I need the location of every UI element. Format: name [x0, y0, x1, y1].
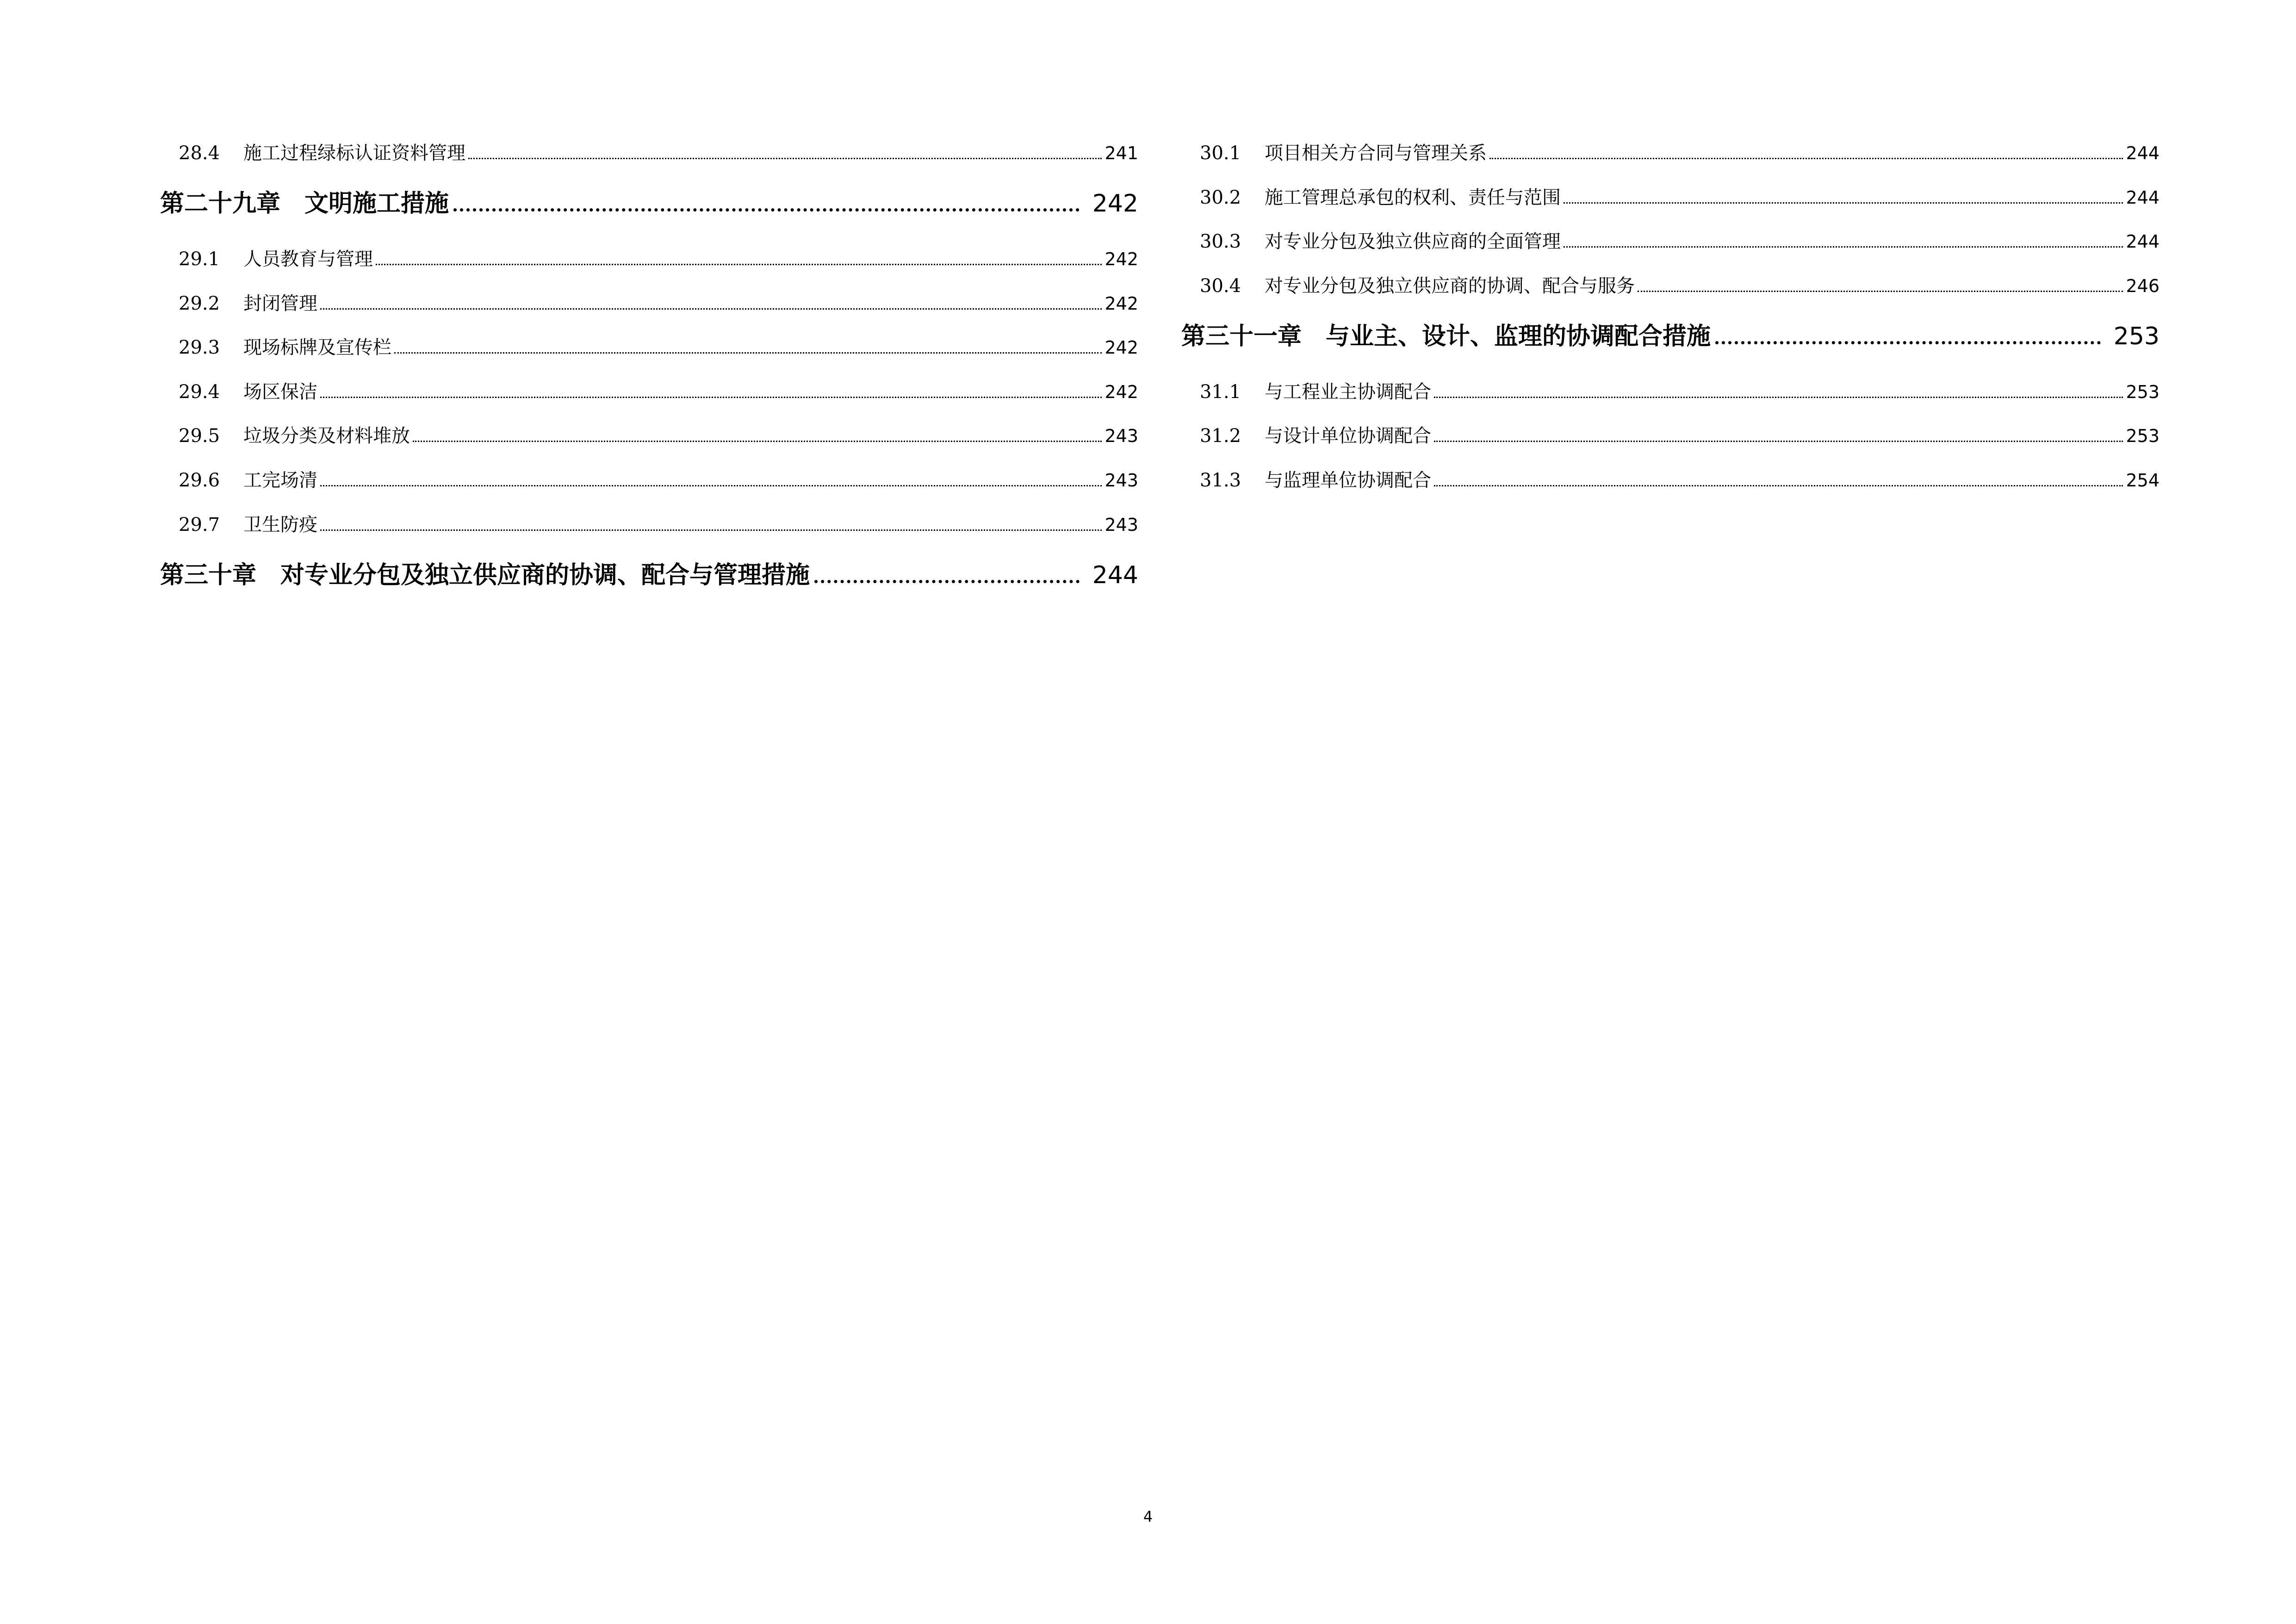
toc-entry-title: 对专业分包及独立供应商的协调、配合与服务: [1265, 275, 1635, 297]
toc-entry-page: 244: [2126, 143, 2159, 163]
dot-leader: [320, 294, 1102, 310]
toc-entry-title: 施工过程绿标认证资料管理: [243, 143, 465, 164]
dot-leader: [468, 144, 1102, 159]
dot-leader: [1434, 471, 2123, 486]
toc-entry-number: 28.4: [179, 143, 220, 164]
toc-entry-number: 30.3: [1200, 231, 1241, 252]
toc-entry-page: 254: [2126, 470, 2159, 491]
dot-leader: [814, 563, 1080, 583]
toc-entry-title: 对专业分包及独立供应商的全面管理: [1265, 231, 1561, 252]
toc-entry-title: 场区保洁: [243, 381, 317, 403]
toc-entry-number: 29.6: [179, 470, 220, 491]
toc-chapter-title: 第三十章 对专业分包及独立供应商的协调、配合与管理措施: [160, 561, 810, 589]
dot-leader: [1564, 232, 2123, 248]
toc-entry-title: 与监理单位协调配合: [1265, 470, 1431, 491]
toc-entry-number: 29.2: [179, 293, 220, 314]
toc-entry-31-2[interactable]: [1181, 423, 2159, 449]
toc-chapter-title: 第三十一章 与业主、设计、监理的协调配合措施: [1181, 322, 1711, 350]
toc-entry-title: 与工程业主协调配合: [1265, 381, 1431, 403]
toc-entry-title: 与设计单位协调配合: [1265, 425, 1431, 447]
toc-entry-page: 242: [1105, 293, 1138, 314]
dot-leader: [320, 383, 1102, 398]
toc-entry-page: 253: [2126, 382, 2159, 402]
toc-entry-page: 243: [1105, 470, 1138, 491]
dot-leader: [1434, 427, 2123, 442]
toc-entry-30-1[interactable]: [1181, 140, 2159, 166]
dot-leader: [1564, 188, 2123, 204]
toc-entry-title: 卫生防疫: [243, 514, 317, 535]
toc-entry-page: 241: [1105, 143, 1138, 163]
toc-entry-30-2[interactable]: [1181, 185, 2159, 211]
toc-entry-31-1[interactable]: [1181, 379, 2159, 405]
toc-chapter-29[interactable]: [160, 187, 1138, 220]
toc-entry-29-1[interactable]: [160, 246, 1138, 272]
toc-entry-number: 29.7: [179, 514, 220, 535]
toc-entry-title: 工完场清: [243, 470, 317, 491]
toc-entry-title: 施工管理总承包的权利、责任与范围: [1265, 187, 1561, 208]
toc-entry-page: 242: [1105, 382, 1138, 402]
toc-entry-page: 244: [2126, 231, 2159, 252]
dot-leader: [1715, 324, 2101, 344]
toc-entry-title: 封闭管理: [243, 293, 317, 314]
toc-entry-29-7[interactable]: [160, 512, 1138, 538]
toc-chapter-page: 244: [1092, 561, 1138, 589]
toc-chapter-page: 242: [1092, 190, 1138, 218]
dot-leader: [320, 471, 1102, 486]
toc-entry-page: 243: [1105, 515, 1138, 535]
toc-entry-28-4[interactable]: [160, 140, 1138, 166]
toc-entry-number: 30.4: [1200, 275, 1241, 297]
toc-entry-number: 31.1: [1200, 381, 1241, 403]
dot-leader: [1638, 277, 2123, 292]
toc-entry-30-3[interactable]: [1181, 229, 2159, 255]
toc-entry-number: 29.4: [179, 381, 220, 403]
toc-entry-31-3[interactable]: [1181, 467, 2159, 493]
toc-entry-number: 29.3: [179, 337, 220, 358]
dot-leader: [1434, 383, 2123, 398]
toc-entry-title: 垃圾分类及材料堆放: [243, 425, 410, 447]
toc-entry-page: 244: [2126, 187, 2159, 208]
toc-entry-page: 242: [1105, 249, 1138, 269]
toc-entry-page: 253: [2126, 426, 2159, 446]
toc-entry-title: 项目相关方合同与管理关系: [1265, 143, 1487, 164]
dot-leader: [376, 250, 1102, 265]
toc-entry-number: 29.5: [179, 425, 220, 447]
toc-entry-page: 243: [1105, 426, 1138, 446]
dot-leader: [453, 192, 1080, 212]
toc-entry-number: 31.3: [1200, 470, 1241, 491]
toc-entry-number: 30.1: [1200, 143, 1241, 164]
toc-entry-number: 30.2: [1200, 187, 1241, 208]
toc-entry-page: 246: [2126, 276, 2159, 296]
toc-entry-29-5[interactable]: [160, 423, 1138, 449]
toc-chapter-page: 253: [2113, 323, 2159, 350]
toc-entry-29-2[interactable]: [160, 291, 1138, 317]
page-number: 4: [1143, 1508, 1153, 1525]
dot-leader: [1489, 144, 2123, 159]
toc-entry-30-4[interactable]: [1181, 273, 2159, 299]
toc-chapter-30[interactable]: [160, 559, 1138, 592]
toc-entry-number: 31.2: [1200, 425, 1241, 447]
toc-chapter-title: 第二十九章 文明施工措施: [160, 189, 449, 218]
dot-leader: [394, 338, 1102, 354]
toc-entry-number: 29.1: [179, 249, 220, 270]
toc-entry-title: 人员教育与管理: [243, 249, 373, 270]
toc-entry-page: 242: [1105, 337, 1138, 358]
dot-leader: [320, 516, 1102, 531]
toc-entry-title: 现场标牌及宣传栏: [243, 337, 391, 358]
toc-entry-29-4[interactable]: [160, 379, 1138, 405]
toc-chapter-31[interactable]: [1181, 320, 2159, 353]
toc-entry-29-6[interactable]: [160, 467, 1138, 493]
dot-leader: [413, 427, 1102, 442]
toc-entry-29-3[interactable]: [160, 335, 1138, 361]
